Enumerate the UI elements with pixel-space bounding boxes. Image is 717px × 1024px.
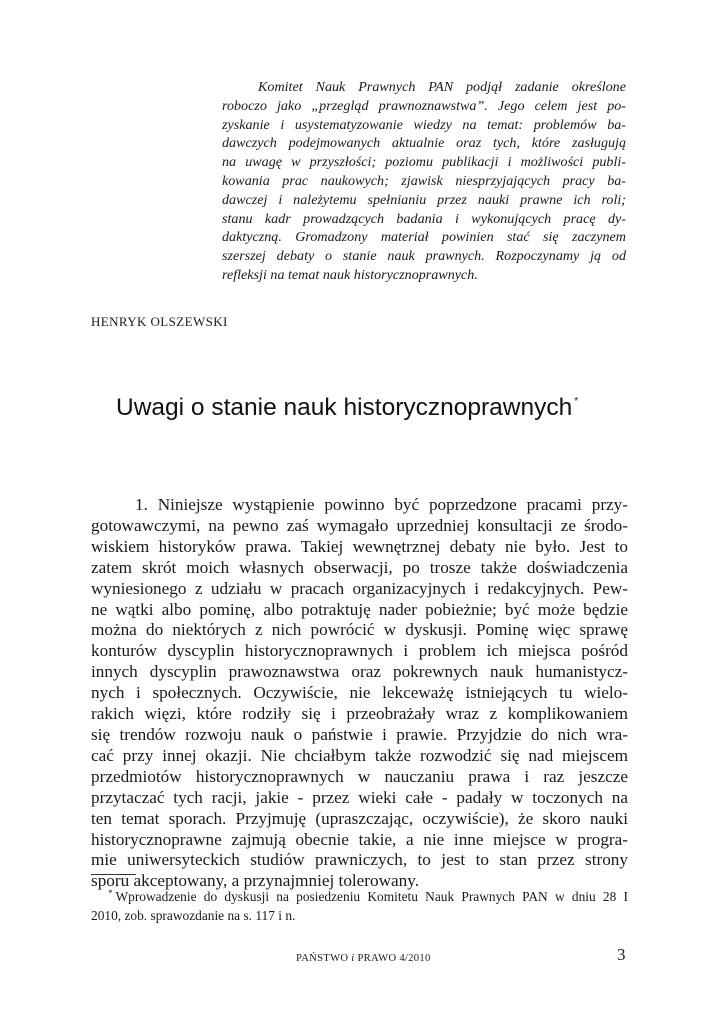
editorial-note — [222, 78, 626, 285]
editorial-note-line: dawczej i należytemu spełnianiu przez nauki prawne ich roli; — [222, 191, 626, 208]
editorial-note-line: refleksji na temat nauk historycznoprawnych. — [222, 266, 478, 283]
editorial-note-line: roboczo jako „przegląd prawnoznawstwa”. Jego celem jest po- — [222, 97, 626, 114]
page-number: 3 — [617, 945, 626, 964]
body-line: sporu akceptowany, a przynajmniej tolerowany. — [91, 871, 420, 891]
body-text — [91, 495, 628, 892]
footnote — [91, 884, 628, 925]
body-line: historycznoprawne zajmują obecnie takie, a nie inne miejsce w progra- — [91, 829, 628, 849]
body-line: innych dyscyplin prawoznawstwa oraz pokrewnych nauk humanistycz- — [91, 662, 628, 682]
journal-name-part: PAŃSTWO — [296, 953, 352, 964]
footnote-line-text: Wprowadzenie do dyskusji na posiedzeniu Komitetu Nauk Prawnych PAN w dniu 28 I — [115, 889, 628, 904]
editorial-note-line: kowania prac naukowych; zjawisk niesprzyjających pracy ba- — [222, 172, 626, 189]
body-line: zatem skrót moich własnych obserwacji, po trosze także doświadczenia — [91, 557, 628, 577]
footnote-line — [91, 884, 628, 907]
body-line: ne wątki albo pominę, albo potraktuję nader pobieżnie; być może będzie — [91, 599, 628, 619]
footnote-marker: * — [108, 888, 113, 898]
editorial-note-line: zyskanie i usystematyzowanie wiedzy na temat: problemów ba- — [222, 116, 626, 133]
journal-name-part: i — [351, 953, 355, 964]
article-title — [116, 394, 578, 422]
editorial-note-line: daktyczną. Gromadzony materiał powinien stać się zaczynem — [222, 229, 626, 246]
body-line: przedmiotów historycznoprawnych w nauczaniu prawa i raz jeszcze — [91, 766, 628, 786]
body-line: mie uniwersyteckich studiów prawniczych, to jest to stan przez strony — [91, 850, 628, 870]
article-title-text: Uwagi o stanie nauk historycznoprawnych — [116, 394, 573, 421]
body-line: gotowawczymi, na pewno zaś wymagało uprzedniej konsultacji ze środo- — [91, 515, 628, 535]
body-line: nych i społecznych. Oczywiście, nie lekceważę istniejących tu wielo- — [91, 683, 628, 703]
body-line: wiskiem historyków prawa. Takiej wewnętrznej debaty nie było. Jest to — [91, 536, 628, 556]
body-line: się trendów rozwoju nauk o państwie i prawie. Przyjdzie do nich wra- — [91, 724, 628, 744]
author-name: HENRYK OLSZEWSKI — [91, 314, 228, 329]
body-line: rakich więzi, które rodziły się i przeobrażały wraz z komplikowaniem — [91, 704, 628, 724]
body-line: można do niektórych z nich powrócić w dyskusji. Pominę więc sprawę — [91, 620, 628, 640]
footnote-separator — [91, 874, 136, 875]
editorial-note-line: stanu kadr prowadzących badania i wykonujących pracę dy- — [222, 210, 626, 227]
editorial-note-line: szerszej debaty o stanie nauk prawnych. Rozpoczynamy ją od — [222, 248, 626, 265]
body-line: ten temat sporach. Przyjmuję (upraszczając, oczywiście), że skoro nauki — [91, 808, 628, 828]
editorial-note-line: dawczych podejmowanych aktualnie oraz tych, które zasługują — [222, 135, 626, 152]
editorial-note-line: Komitet Nauk Prawnych PAN podjął zadanie określone — [258, 79, 626, 95]
body-line: konturów dyscyplin historycznoprawnych i problem ich miejsca pośród — [91, 641, 628, 661]
body-line: cać przy innej okazji. Nie chciałbym także rozwodzić się nad miejscem — [91, 745, 628, 765]
body-line: wyniesionego z udziału w pracach organizacyjnych i redakcyjnych. Pew- — [91, 578, 628, 598]
footnote-line: 2010, zob. sprawozdanie na s. 117 i n. — [91, 907, 296, 923]
running-footer — [296, 953, 431, 964]
title-footnote-marker: * — [574, 396, 579, 407]
body-line: 1. Niniejsze wystąpienie powinno być poprzedzone pracami przy- — [135, 495, 628, 514]
journal-issue: PRAWO 4/2010 — [354, 953, 431, 964]
editorial-note-line: na uwagę w przyszłości; poziomu publikacji i możliwości publi- — [222, 154, 626, 171]
body-line: przytaczać tych racji, jakie - przez wieki całe - padały w toczonych na — [91, 787, 628, 807]
